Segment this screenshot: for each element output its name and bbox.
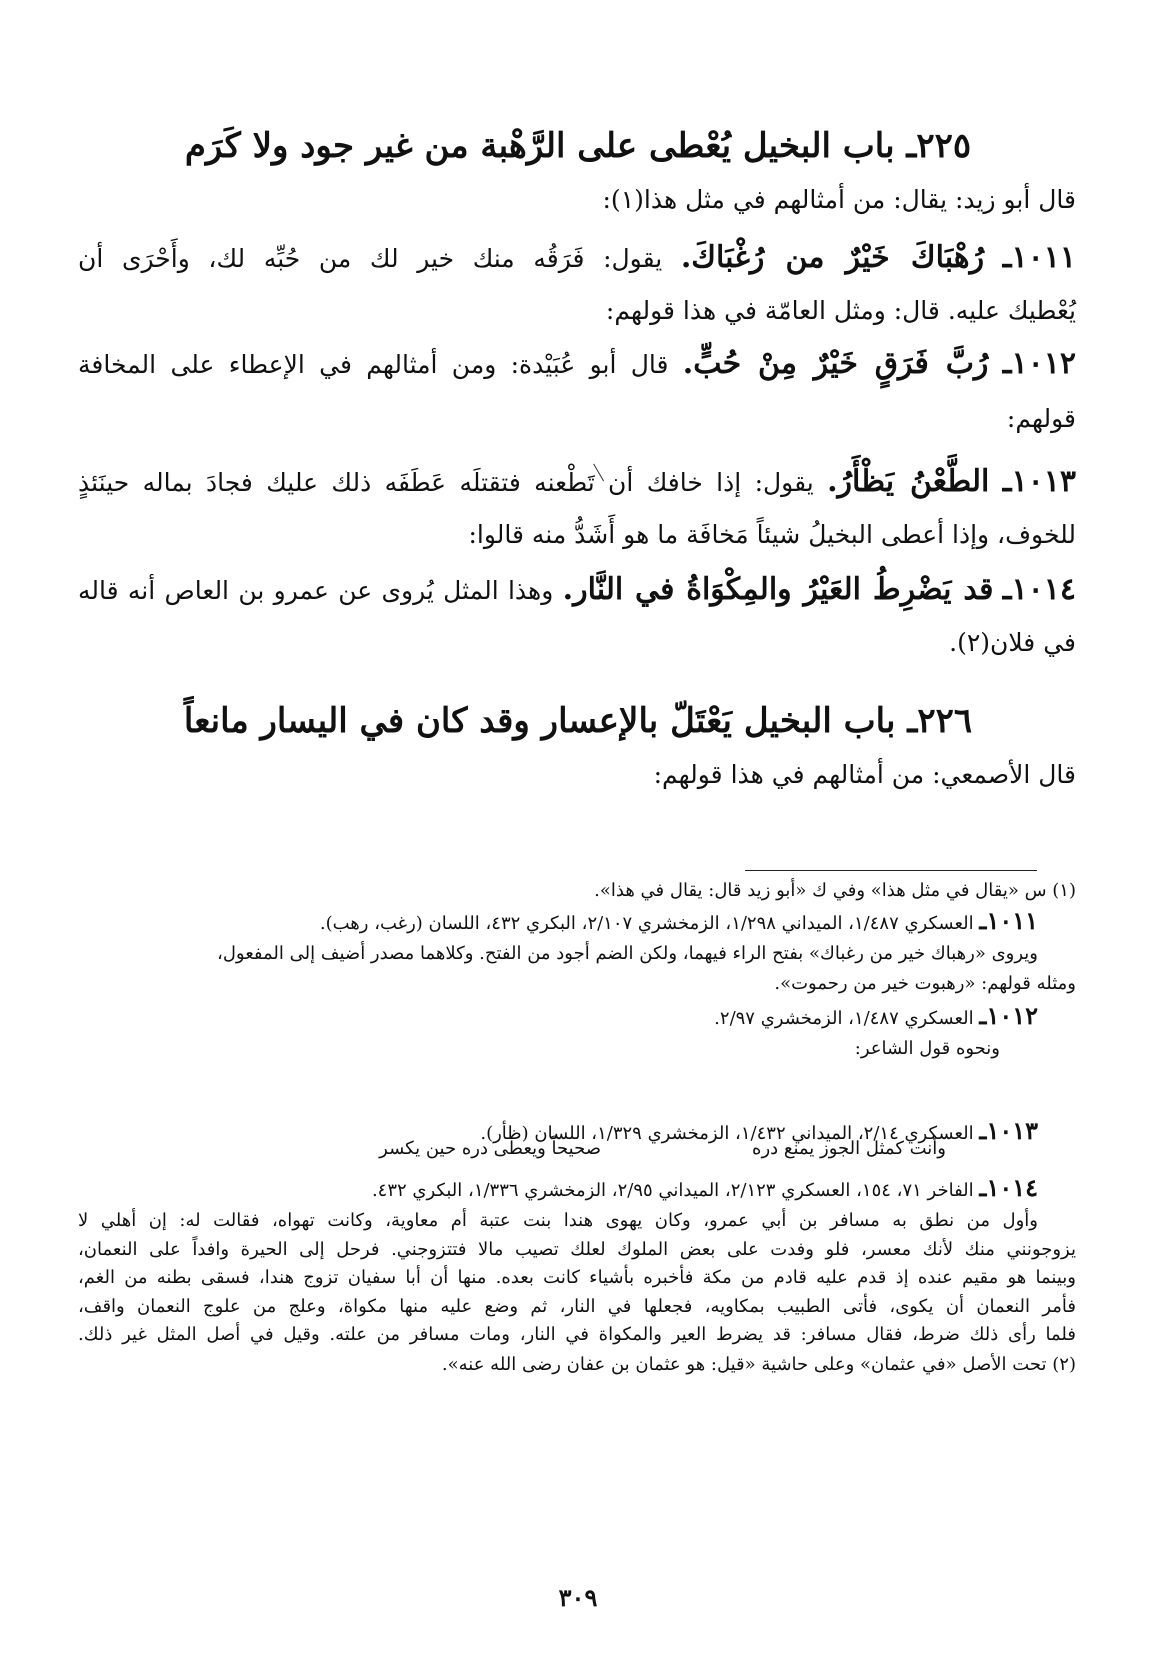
chapter-title-226: ٢٢٦ـ باب البخيل يَعْتَلّ بالإعسار وقد كان في اليسار مانعاً	[183, 701, 973, 741]
page-number: ٣٠٩	[558, 1583, 598, 1612]
footnote-1012	[78, 1003, 1038, 1032]
footnote-line: وأول من نطق به مسافر بن أبي عمرو، وكان يهوى هندا بنت عتبة أم معاوية، وكانت تهواه، فقالت له: إن أهلي لا	[78, 1210, 1038, 1231]
proverb-commentary: قال أبو عُبَيْدة: ومن أمثالهم في الإعطاء على المخافة	[78, 350, 669, 379]
footnote-line: ومثله قولهم: «رهبوت خير من رحموت».	[774, 973, 1076, 994]
footnote-line: وبينما هو مقيم عنده إذ قدم عليه قادم من مكة فأخبره بأشياء كانت بعده. منها أن أبا سفيان تزوج هندا، فسقى بطنه من الغم،	[78, 1267, 1076, 1288]
proverb-commentary: يقول: فَرَقُه منك خير لك من حُبِّه لك، وأَحْرَى أن	[78, 244, 663, 273]
footnote-line: فأمر النعمان أن يكوى، فأتى الطبيب بمكاويه، فجعلها في النار، ثم وضع عليه منها مكواة، وعلج من علوج النعمان واقف،	[78, 1296, 1076, 1317]
body-line: يُعْطيك عليه. قال: ومثل العامّة في هذا قولهم:	[605, 296, 1076, 325]
footnote-number: ١٠١١ـ	[979, 906, 1038, 935]
chapter-title-225: ٢٢٥ـ باب البخيل يُعْطى على الرَّهْبة من غير جود ولا كَرَم	[184, 126, 972, 166]
proverb-1011	[78, 238, 1076, 279]
footnote-1014	[78, 1175, 1038, 1204]
footnote-line: فلما رأى ذلك ضرط، فقال مسافر: قد يضرط العير والمكواة في النار، ومات مسافر من علته. وقيل في أصل المثل غير ذلك.	[78, 1324, 1076, 1345]
footnote-separator	[745, 870, 1037, 871]
proverb-number: ١٠١٤ـ	[1002, 572, 1076, 607]
footnote-line: ويروى «رهباك خير من رغباك» بفتح الراء فيهما، ولكن الضم أجود من الفتح. وكلاهما مصدر أضيف إلى المفعول،	[217, 943, 1038, 964]
verse-first-hemistich: وأنت كمثل الجوز يمنع دره	[752, 1138, 946, 1159]
body-line: قولهم:	[1006, 404, 1076, 433]
footnote-number: ١٠١٢ـ	[979, 1001, 1038, 1030]
body-line-intro-226: قال الأصمعي: من أمثالهم في هذا قولهم:	[653, 760, 1076, 789]
proverb-commentary: وهذا المثل يُروى عن عمرو بن العاص أنه قاله	[78, 576, 554, 605]
footnote-1: (١) س «يقال في مثل هذا» وفي ك «أبو زيد قال: يقال في هذا».	[594, 880, 1076, 901]
footnote-number: ١٠١٣ـ	[979, 1116, 1038, 1145]
proverb-1013	[78, 462, 1076, 503]
proverb-text: قد يَضْرِطُ العَيْرُ والمِكْوَاةُ في النَّار.	[562, 572, 994, 607]
body-line: للخوف، وإذا أعطى البخيلُ شيئاً مَخافَة ما هو أَشَدُّ منه قالوا:	[468, 520, 1076, 549]
footnote-line: يزوجونني منك لأنك معسر، فلو وفدت على بعض الملوك لعلك تصيب مالا فتتزوجني. فرحل إلى الحيرة وافداً على النعمان،	[78, 1239, 1076, 1260]
footnote-refs: العسكري ١/٤٨٧، الميداني ١/٢٩٨، الزمخشري ٢/١٠٧، البكري ٤٣٢، اللسان (رغب، رهب).	[319, 913, 974, 934]
footnote-number: ١٠١٤ـ	[979, 1173, 1038, 1202]
proverb-text: رُبَّ فَرَقٍ خَيْرٌ مِنْ حُبٍّ.	[682, 346, 989, 381]
proverb-text: الطَّعْنُ يَظْأَرُ.	[827, 464, 990, 499]
body-line-intro-225: قال أبو زيد: يقال: من أمثالهم في مثل هذا(١):	[602, 185, 1076, 214]
verse-second-hemistich: صحيحاً ويعطى دره حين يكسر	[379, 1138, 601, 1159]
proverb-text: رُهْبَاكَ خَيْرٌ من رُغْبَاكَ.	[680, 240, 985, 275]
proverb-commentary: يقول: إذا خافك أن تَطْعنه فتقتلَه عَطَفَه ذلك عليك فجادَ بماله حينَئذٍ	[78, 468, 814, 497]
proverb-number: ١٠١١ـ	[1002, 240, 1076, 275]
footnote-line: ونحوه قول الشاعر:	[854, 1038, 1000, 1059]
proverb-1014	[78, 570, 1076, 611]
proverb-number: ١٠١٣ـ	[1002, 464, 1076, 499]
footnote-2: (٢) تحت الأصل «في عثمان» وعلى حاشية «قيل: هو عثمان بن عفان رضى الله عنه».	[441, 1354, 1076, 1375]
footnote-1013	[78, 1118, 1038, 1147]
footnote-refs: العسكري ٢/١٤، الميداني ١/٤٣٢، الزمخشري ١/٣٢٩، اللسان (ظأر).	[480, 1123, 974, 1144]
footnote-refs: الفاخر ٧١، ١٥٤، العسكري ٢/١٢٣، الميداني ٢/٩٥، الزمخشري ١/٣٣٦، البكري ٤٣٢.	[371, 1180, 974, 1201]
proverb-1012	[78, 344, 1076, 385]
body-line: في فلان(٢).	[949, 628, 1076, 657]
footnote-1011	[78, 908, 1038, 937]
proverb-number: ١٠١٢ـ	[1002, 346, 1076, 381]
footnote-refs: العسكري ١/٤٨٧، الزمخشري ٢/٩٧.	[714, 1008, 974, 1029]
